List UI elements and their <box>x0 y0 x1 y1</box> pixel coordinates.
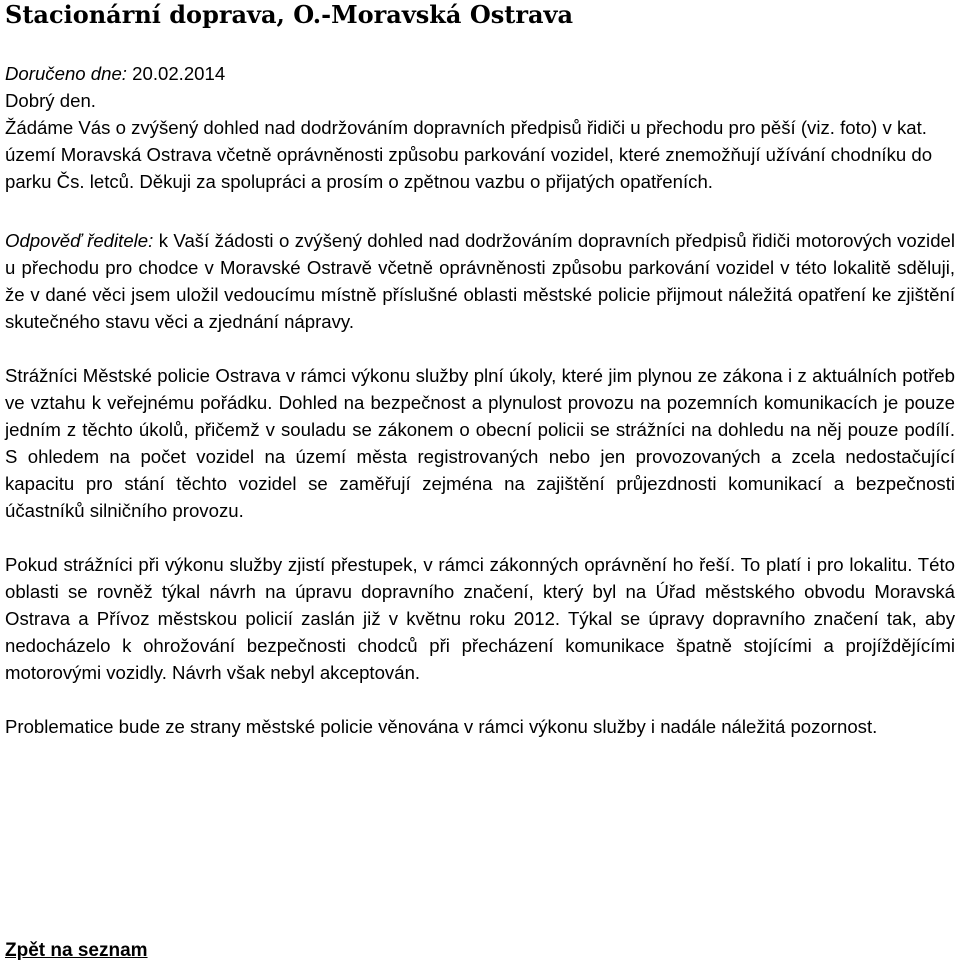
delivered-date: 20.02.2014 <box>126 63 226 84</box>
answer-paragraph-3: Pokud strážníci při výkonu služby zjistí přestupek, v rámci zákonných oprávnění ho řeší. To platí i pro lokalitu. Této oblasti se rovněž týkal návrh na úpravu dopravního značení, který byl na Úřad městského obvodu Moravská Ostrava a Přívoz městskou policií zaslán již v květnu roku 2012. Týkal se úpravy dopravního značení tak, aby nedocházelo k ohrožování bezpečnosti chodců při přecházení komunikace špatně stojícími a projíždějícími motorovými vozidly. Návrh však nebyl akceptován. <box>5 554 955 683</box>
greeting: Dobrý den. <box>5 90 96 111</box>
request-text: Žádáme Vás o zvýšený dohled nad dodržováním dopravních předpisů řidiči u přechodu pro pěší (viz. foto) v kat. území Moravská Ostrava včetně oprávněnosti způsobu parkování vozidel, které znemožňují užívání chodníku do parku Čs. letců. Děkuji za spolupráci a prosím o zpětnou vazbu o přijatých opatřeních. <box>5 117 933 192</box>
request-block <box>5 60 955 195</box>
answer-label: Odpověď ředitele: <box>5 230 154 251</box>
answer-paragraph-2: Strážníci Městské policie Ostrava v rámci výkonu služby plní úkoly, které jim plynou ze zákona i z aktuálních potřeb ve vztahu k veřejnému pořádku. Dohled na bezpečnost a plynulost provozu na pozemních komunikacích je pouze jedním z těchto úkolů, přičemž v souladu se zákonem o obecní policii se strážníci na dohledu na něj pouze podílí. S ohledem na počet vozidel na území města registrovaných nebo jen provozovaných a zcela nedostačující kapacitu pro stání těchto vozidel se zaměřují zejména na zajištění průjezdnosti komunikací a bezpečnosti účastníků silničního provozu. <box>5 365 955 521</box>
answer-p1-text: k Vaší žádosti o zvýšený dohled nad dodržováním dopravních předpisů řidiči motorových vozidel u přechodu pro chodce v Moravské Ostravě včetně oprávněnosti způsobu parkování vozidel v této lokalitě sděluji, že v dané věci jsem uložil vedoucímu místně příslušné oblasti městské policie přijmout náležitá opatření ke zjištění skutečného stavu věci a zjednání nápravy. <box>5 230 956 332</box>
back-to-list-link[interactable]: Zpět na seznam <box>5 940 148 961</box>
answer-paragraph-1 <box>5 227 955 335</box>
delivered-label: Doručeno dne: <box>5 63 127 84</box>
answer-block <box>5 227 955 740</box>
page-title: Stacionární doprava, O.-Moravská Ostrava <box>5 0 574 29</box>
document-page <box>5 0 956 961</box>
delivered-line <box>5 60 955 87</box>
answer-paragraph-4: Problematice bude ze strany městské policie věnována v rámci výkonu služby i nadále náležitá pozornost. <box>5 716 878 737</box>
